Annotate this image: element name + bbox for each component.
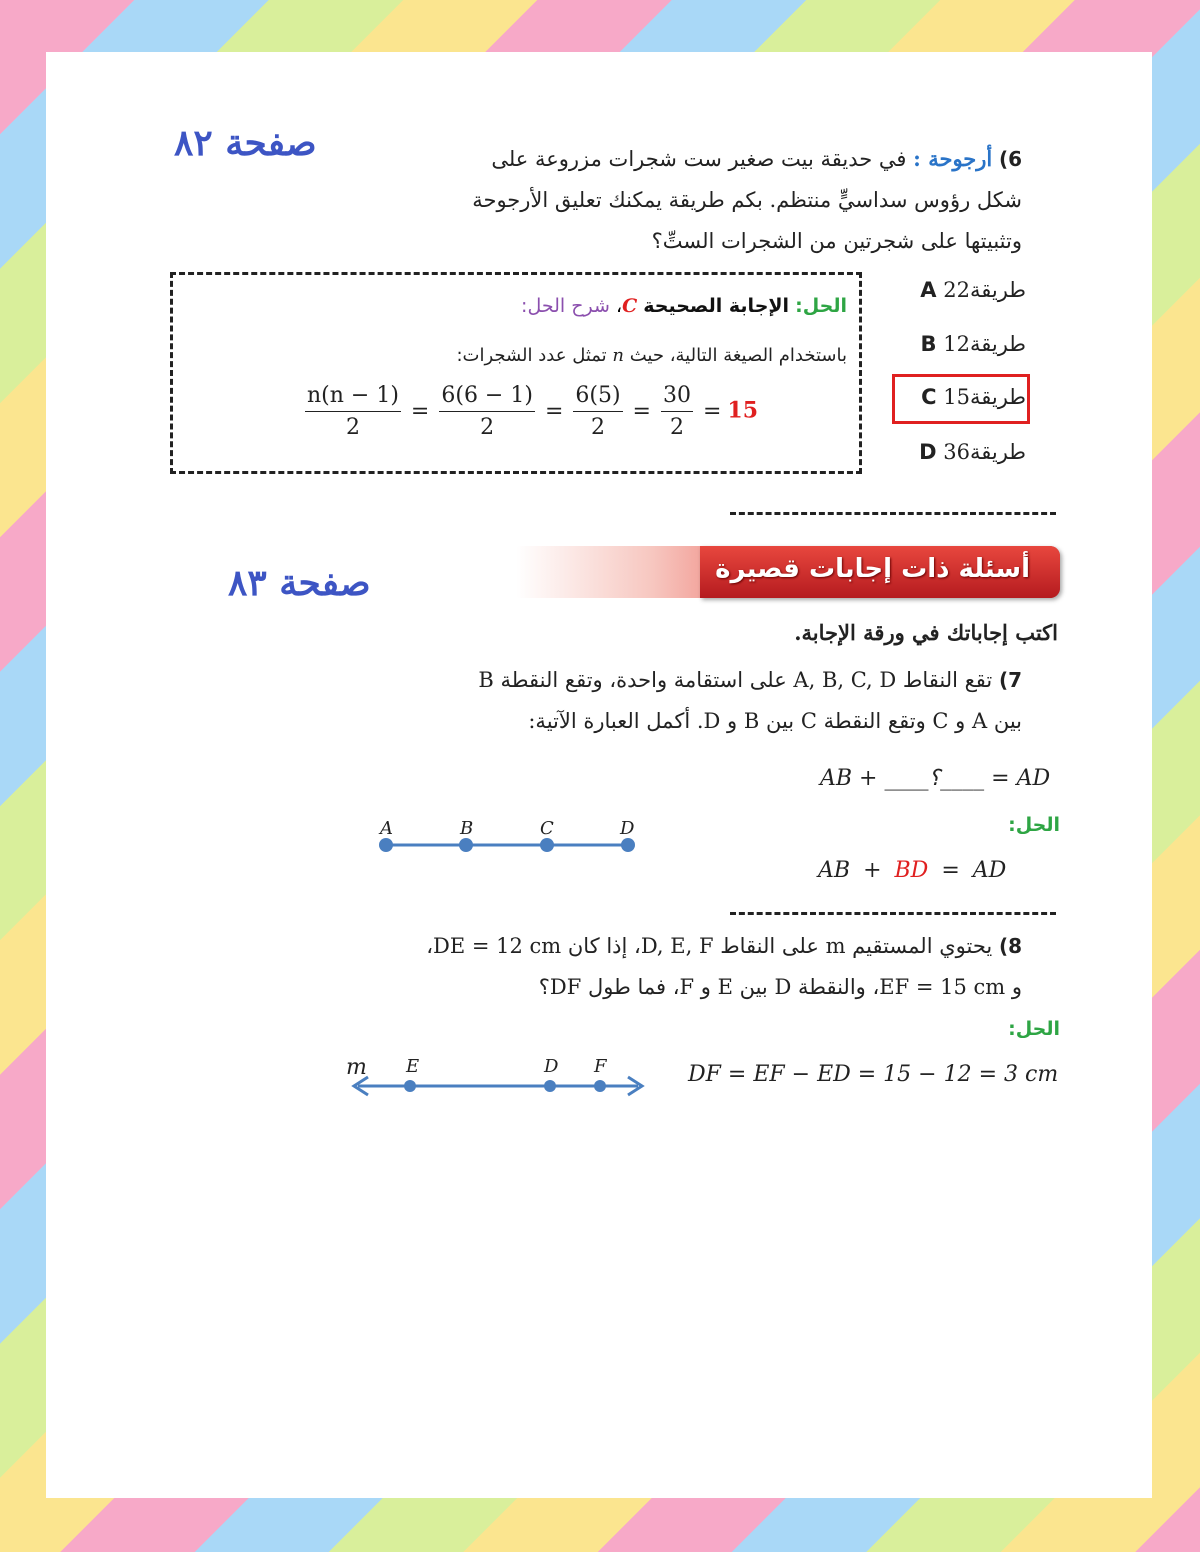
answer-missing-term: BD [894,858,929,883]
option-unit: طريقة [969,385,1026,409]
point-d [544,1080,556,1092]
numerator: 6(6 − 1) [439,383,535,412]
denominator: 2 [669,415,684,440]
answer-term: AB [818,858,851,883]
point-f [594,1080,606,1092]
option-unit: طريقة [969,332,1026,356]
option-c [896,385,1026,409]
point-e [404,1080,416,1092]
question-7-solution-label: الحل: [1008,814,1060,836]
solution-box [170,272,862,474]
formula-intro [187,345,847,366]
point-label-d: D [620,818,635,839]
denominator: 2 [590,415,605,440]
formula-intro-text: باستخدام الصيغة التالية، حيث [629,345,847,366]
point-a [379,838,393,852]
result-value: 15 [727,397,759,424]
option-letter: D [919,440,937,464]
question-line: شكل رؤوس سداسيٍّ منتظم. بكم طريقة يمكنك تعليق الأرجوحة [472,188,1022,212]
question-6-text [426,138,1022,262]
line-m-diagram [336,1052,656,1104]
denominator: 2 [480,415,495,440]
option-letter: B [920,332,937,356]
option-letter: C [921,385,937,409]
option-a [896,278,1026,302]
point-b [459,838,473,852]
question-8-answer: DF = EF − ED = 15 − 12 = 3 cm [688,1062,1059,1087]
question-7-answer [818,858,1006,883]
separator: ، [615,295,623,317]
worksheet-page [46,52,1152,1498]
page-83-heading: صفحة ٨٣ [228,562,371,604]
option-value: 12 [943,332,970,356]
section-divider [730,912,1056,915]
fraction [661,383,693,440]
solution-label: الحل: [795,295,847,317]
variable-n: n [612,345,624,366]
question-number: 8) [998,934,1022,958]
points-line-diagram [366,812,656,862]
question-topic: أرجوحة : [913,146,993,171]
formula-intro-text: تمثل عدد الشجرات: [456,345,607,366]
question-line: في حديقة بيت صغير ست شجرات مزروعة على [491,147,907,171]
question-line: يحتوي المستقيم m على النقاط D, E, F، إذا كان DE = 12 cm، [426,934,993,958]
question-number: 7) [998,668,1022,692]
option-unit: طريقة [969,278,1026,302]
equals-sign: = [410,399,430,424]
equals-sign: = [941,858,960,883]
point-c [540,838,554,852]
question-line: و EF = 15 cm، والنقطة D بين E و F، فما طول DF؟ [538,975,1022,999]
point-d [621,838,635,852]
line-label-m: m [346,1055,367,1080]
solution-answer-line [187,295,847,317]
option-d [896,440,1026,464]
point-label-b: B [460,818,474,839]
question-line: بين A و C وتقع النقطة C بين B و D. أكمل العبارة الآتية: [528,709,1022,733]
section-divider [730,512,1056,515]
point-label-c: C [540,818,554,839]
numerator: n(n − 1) [305,383,401,412]
option-value: 22 [943,278,970,302]
option-unit: طريقة [969,440,1026,464]
point-label-f: F [594,1056,607,1077]
point-label-e: E [406,1056,420,1077]
option-b [896,332,1026,356]
numerator: 6(5) [573,383,622,412]
question-7-text [446,660,1022,742]
answer-text: الإجابة الصحيحة [643,295,790,317]
option-value: 36 [943,440,970,464]
question-8-text [406,926,1022,1008]
equals-sign: = [702,399,722,424]
section-banner [516,546,1060,598]
option-value: 15 [943,385,970,409]
page-82-heading: صفحة ٨٢ [174,122,317,164]
fraction [439,383,535,440]
equals-sign: = [632,399,651,424]
question-line: تقع النقاط A, B, C, D على استقامة واحدة، وتقع النقطة B [478,668,993,692]
question-number: 6) [998,147,1022,171]
formula [301,383,758,440]
question-line: وتثبيتها على شجرتين من الشجرات الستِّ؟ [651,229,1022,253]
question-8-solution-label: الحل: [1008,1018,1060,1040]
numerator: 30 [661,383,693,412]
point-label-d: D [544,1056,559,1077]
fraction [305,383,401,440]
explanation-label: شرح الحل: [521,295,610,317]
section-banner-title: أسئلة ذات إجابات قصيرة [715,554,1030,584]
instructions: اكتب إجاباتك في ورقة الإجابة. [794,620,1058,645]
point-label-a: A [380,818,393,839]
option-letter: A [920,278,937,302]
equals-sign: = [544,399,564,424]
fraction [573,383,622,440]
denominator: 2 [345,415,360,440]
plus-sign: + [863,858,882,883]
question-7-expression: AB + ____؟____ = AD [820,766,1051,791]
answer-term: AD [972,858,1007,883]
answer-letter: C [622,295,638,317]
